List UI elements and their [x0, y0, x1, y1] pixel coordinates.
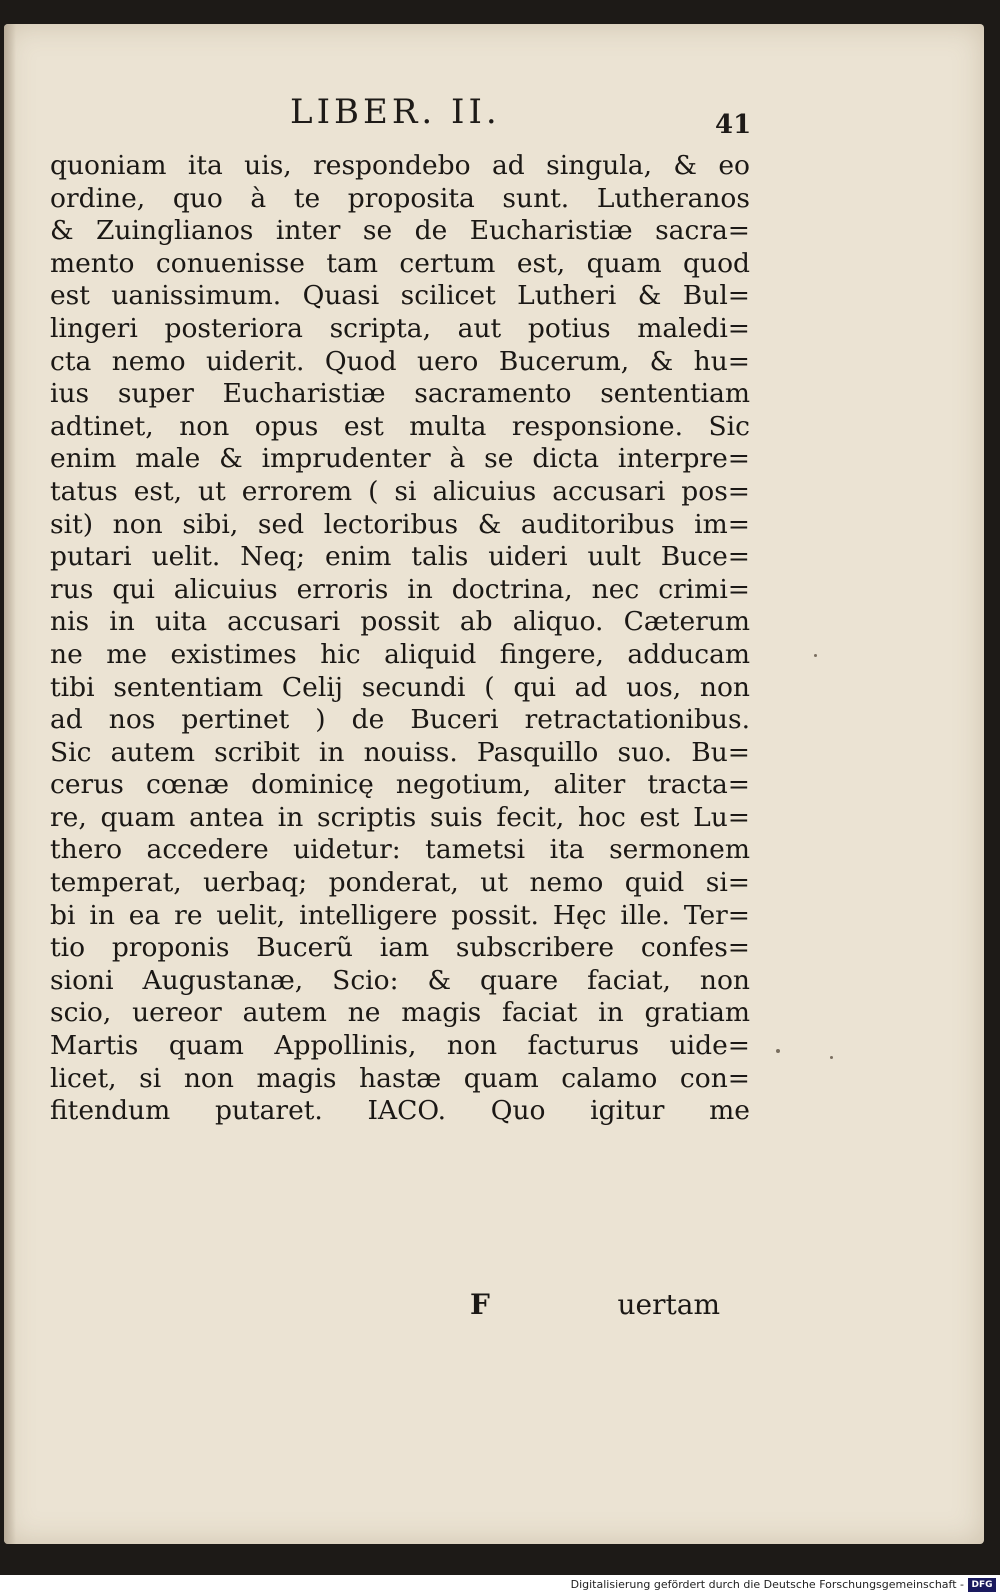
text-line: lingeri posteriora scripta, aut potius maledi= [50, 312, 750, 344]
paper-speck [814, 654, 817, 657]
text-line: temperat, uerbaq; ponderat, ut nemo quid si= [50, 867, 750, 899]
folio-number: 41 [715, 110, 752, 140]
credit-bar [0, 1575, 1000, 1596]
text-line: putari uelit. Neq; enim talis uideri uult Buce= [50, 541, 750, 573]
text-line: quoniam ita uis, respondebo ad singula, & eo [50, 150, 750, 181]
text-line: ius super Eucharistiæ sacramento sententiam [50, 378, 750, 410]
text-line: enim male & imprudenter à se dicta interpre= [50, 443, 750, 475]
text-line: scio, uereor autem ne magis faciat in gratiam [50, 997, 750, 1029]
text-line: cta nemo uiderit. Quod uero Bucerum, & hu= [50, 345, 750, 377]
text-line: tibi sententiam Celij secundi ( qui ad uos, non [50, 671, 750, 703]
text-line: bi in ea re uelit, intelligere possit. Hęc ille. Ter= [50, 899, 750, 931]
body-text [50, 150, 750, 1128]
catchword: uertam [617, 1288, 720, 1321]
text-line: nis in uita accusari possit ab aliquo. Cæterum [50, 606, 750, 638]
signature-mark: F [470, 1288, 490, 1321]
text-line: rus qui alicuius erroris in doctrina, nec crimi= [50, 573, 750, 605]
page-gutter-edge [4, 24, 16, 1544]
catchline [470, 1288, 720, 1328]
text-line: re, quam antea in scriptis suis fecit, hoc est Lu= [50, 801, 750, 833]
text-line: sit) non sibi, sed lectoribus & auditoribus im= [50, 508, 750, 540]
text-line: tio proponis Bucerũ iam subscribere confes= [50, 932, 750, 964]
text-line: ordine, quo à te proposita sunt. Lutheranos [50, 182, 750, 214]
text-line: fitendum putaret. IACO. Quo igitur me [50, 1095, 750, 1127]
text-line: thero accedere uidetur: tametsi ita sermonem [50, 834, 750, 866]
text-line: ne me existimes hic aliquid fingere, adducam [50, 638, 750, 670]
credit-text: Digitalisierung gefördert durch die Deutsche Forschungsgemeinschaft - [570, 1578, 964, 1591]
dfg-logo: DFG [968, 1578, 996, 1592]
text-line: Sic autem scribit in nouiss. Pasquillo suo. Bu= [50, 736, 750, 768]
text-line: cerus cœnæ dominicę negotium, aliter tracta= [50, 769, 750, 801]
text-line: & Zuinglianos inter se de Eucharistiæ sacra= [50, 215, 750, 247]
text-line: ad nos pertinet ) de Buceri retractationibus. [50, 704, 750, 736]
text-line: Martis quam Appollinis, non facturus uide= [50, 1030, 750, 1062]
text-line: sioni Augustanæ, Scio: & quare faciat, non [50, 964, 750, 996]
paper-speck [776, 1049, 780, 1053]
running-head: LIBER. II. [290, 92, 501, 132]
paper-speck [830, 1056, 833, 1059]
text-line: adtinet, non opus est multa responsione. Sic [50, 410, 750, 442]
text-line: licet, si non magis hastæ quam calamo con= [50, 1062, 750, 1094]
text-line: est uanissimum. Quasi scilicet Lutheri & Bul= [50, 280, 750, 312]
text-line: tatus est, ut errorem ( si alicuius accusari pos= [50, 475, 750, 507]
text-line: mento conuenisse tam certum est, quam quod [50, 247, 750, 279]
